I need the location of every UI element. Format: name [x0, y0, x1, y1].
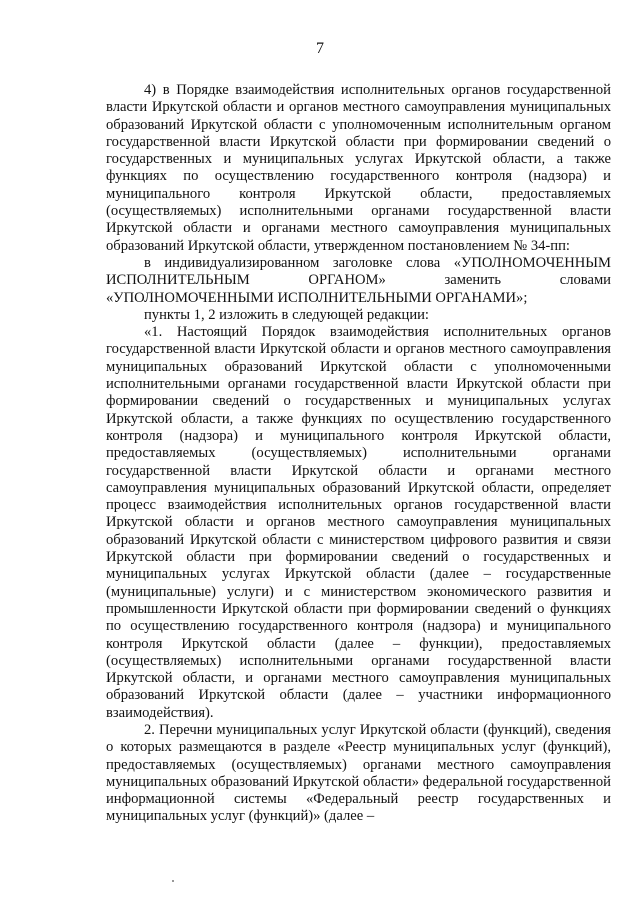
paragraph-points-intro: пункты 1, 2 изложить в следующей редакции:	[144, 306, 429, 323]
paragraph-point-2: 2. Перечни муниципальных услуг Иркутской области (функций), сведения о которых размещаются в разделе «Реестр муниципальных услуг (функций), предоставляемых (осуществляемых) органами местного самоуправления муниципальных образований Иркутской области» федеральной государственной информационной системы «Федеральный реестр государственных и муниципальных услуг (функций)» (далее –	[106, 721, 611, 825]
paragraph-point-1: «1. Настоящий Порядок взаимодействия исполнительных органов государственной власти Иркутской области и органов местного самоуправления муниципальных образований Иркутской области с уполномоченными исполнительными органами государственной власти Иркутской области при формировании сведений о государственных и муниципальных услугах Иркутской области, а также функциях по осуществлению государственного контроля (надзора) и муниципального контроля Иркутской области, предоставляемых (осуществляемых) исполнительными органами государственной власти Иркутской области и органами местного самоуправления муниципальных образований Иркутской области, определяет процесс взаимодействия исполнительных органов государственной власти Иркутской области и органов местного самоуправления муниципальных образований Иркутской области с министерством цифрового развития и связи Иркутской области при формировании сведений о государственных и муниципальных услугах Иркутской области (далее – государственные (муниципальные) услуги) и с министерством экономического развития и промышленности Иркутской области при формировании сведений о функциях по осуществлению государственного контроля (надзора) и муниципального контроля Иркутской области (далее – функции), предоставляемых (осуществляемых) исполнительными органами государственной власти Иркутской области, и органами местного самоуправления муниципальных образований Иркутской области (далее – участники информационного взаимодействия).	[106, 324, 611, 721]
paragraph-title-replacement: в индивидуализированном заголовке слова «УПОЛНОМОЧЕННЫМ ИСПОЛНИТЕЛЬНЫМ ОРГАНОМ» заменить словами «УПОЛНОМОЧЕННЫМИ ИСПОЛНИТЕЛЬНЫМИ ОРГАНАМИ»;	[106, 254, 611, 306]
page-number: 7	[316, 40, 324, 57]
scan-speck	[172, 880, 174, 882]
paragraph-amendment-4: 4) в Порядке взаимодействия исполнительных органов государственной власти Иркутской области и органов местного самоуправления муниципальных образований Иркутской области с уполномоченным исполнительным органом государственной власти Иркутской области при формировании сведений о государственных и муниципальных услугах Иркутской области, а также функциях по осуществлению государственного контроля (надзора) и муниципального контроля Иркутской области, предоставляемых (осуществляемых) исполнительными органами государственной власти Иркутской области и органами местного самоуправления муниципальных образований Иркутской области, утвержденном постановлением № 34-пп:	[106, 82, 611, 254]
document-body	[106, 82, 611, 826]
